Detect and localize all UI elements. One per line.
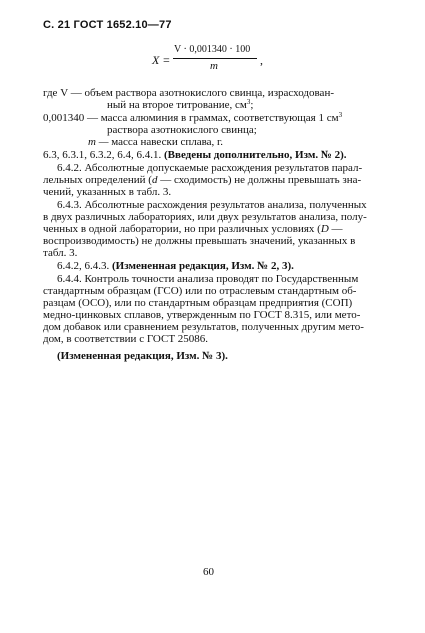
para-text: — bbox=[328, 223, 343, 235]
para-text: — сходимость) не должны превышать зна- bbox=[157, 174, 362, 186]
definition-v bbox=[43, 87, 334, 99]
page-header: С. 21 ГОСТ 1652.10—77 bbox=[43, 19, 172, 31]
para-6-4-4-line: стандартным образцам (ГСО) или по отраслевым стандартным об- bbox=[43, 285, 357, 297]
para-6-4-3-line: 6.4.3. Абсолютные расхождения результатов анализа, полученных bbox=[57, 199, 367, 211]
para-text: 6.3, 6.3.1, 6.3.2, 6.4, 6.4.1. bbox=[43, 149, 164, 161]
para-6-4-3-line: в двух различных лабораториях, или двух результатов анализа, полу- bbox=[43, 211, 367, 223]
definition-coef-cont bbox=[107, 124, 257, 136]
formula-comma: , bbox=[260, 53, 263, 67]
para-text: лельных определений ( bbox=[43, 174, 152, 186]
para-6-4-4-line: 6.4.4. Контроль точности анализа проводят по Государственным bbox=[57, 273, 359, 285]
definition-text: масса навески сплава, г. bbox=[111, 136, 224, 148]
formula-numerator: V · 0,001340 · 100 bbox=[174, 44, 251, 55]
para-6-4-4-line: медно-цинковых сплавов, утвержденным по ГОСТ 8.315, или мето- bbox=[43, 309, 361, 321]
para-note: (Измененная редакция, Изм. № 2, 3). bbox=[112, 260, 294, 272]
para-text: 6.4.2, 6.4.3. bbox=[57, 260, 112, 272]
formula-lhs: X bbox=[152, 53, 160, 67]
para-6-4-2-line: 6.4.2. Абсолютные допускаемые расхождения результатов парал- bbox=[57, 162, 363, 174]
definition-text: раствора азотнокислого свинца; bbox=[107, 124, 257, 136]
definition-prefix: где V — bbox=[43, 87, 85, 99]
formula bbox=[152, 42, 292, 76]
page-number: 60 bbox=[203, 566, 214, 578]
para-text: d bbox=[151, 174, 158, 186]
para-6-4-3-line: табл. 3. bbox=[43, 247, 78, 259]
para-note: (Введены дополнительно, Изм. № 2). bbox=[164, 149, 347, 161]
para-6-4-4-line: дом, в соответствии с ГОСТ 25086. bbox=[43, 333, 209, 345]
definition-text: ный на второе титрование, см bbox=[107, 99, 247, 111]
definition-m bbox=[88, 136, 223, 148]
definition-prefix: m — bbox=[88, 136, 112, 148]
para-6-4-3-line: воспроизводимость) не должны превышать значений, указанных в bbox=[43, 235, 356, 247]
para-6-4-4-line: дом добавок или сравнением результатов, полученных другим мето- bbox=[43, 321, 364, 333]
superscript: 3 bbox=[246, 98, 251, 106]
definition-v-cont bbox=[107, 99, 253, 111]
para-6-4-2-line bbox=[43, 174, 361, 186]
para-6-4-3-line bbox=[43, 223, 343, 235]
para-6-4-2-line: чений, указанных в табл. 3. bbox=[43, 186, 172, 198]
fraction-bar bbox=[173, 58, 257, 59]
definition-text: объем раствора азотнокислого свинца, израсходован- bbox=[84, 87, 334, 99]
definition-prefix: 0,001340 — bbox=[43, 112, 101, 124]
definition-text: масса алюминия в граммах, соответствующая 1 см bbox=[100, 112, 339, 124]
para-6-4-4-line: разцам (ОСО), или по стандартным образцам предприятия (СОП) bbox=[43, 297, 353, 309]
para-final-note: (Измененная редакция, Изм. № 3). bbox=[57, 350, 228, 362]
formula-equals: = bbox=[163, 53, 170, 67]
para-text: ченных в одной лаборатории, но при различных условиях ( bbox=[43, 223, 321, 235]
formula-denominator: m bbox=[210, 60, 218, 72]
para-text: D bbox=[320, 223, 329, 235]
superscript: 3 bbox=[338, 111, 343, 119]
para-6-3 bbox=[43, 149, 347, 161]
para-6-4-2-3 bbox=[57, 260, 294, 272]
definition-coef bbox=[43, 112, 342, 124]
definition-text: ; bbox=[250, 99, 254, 111]
